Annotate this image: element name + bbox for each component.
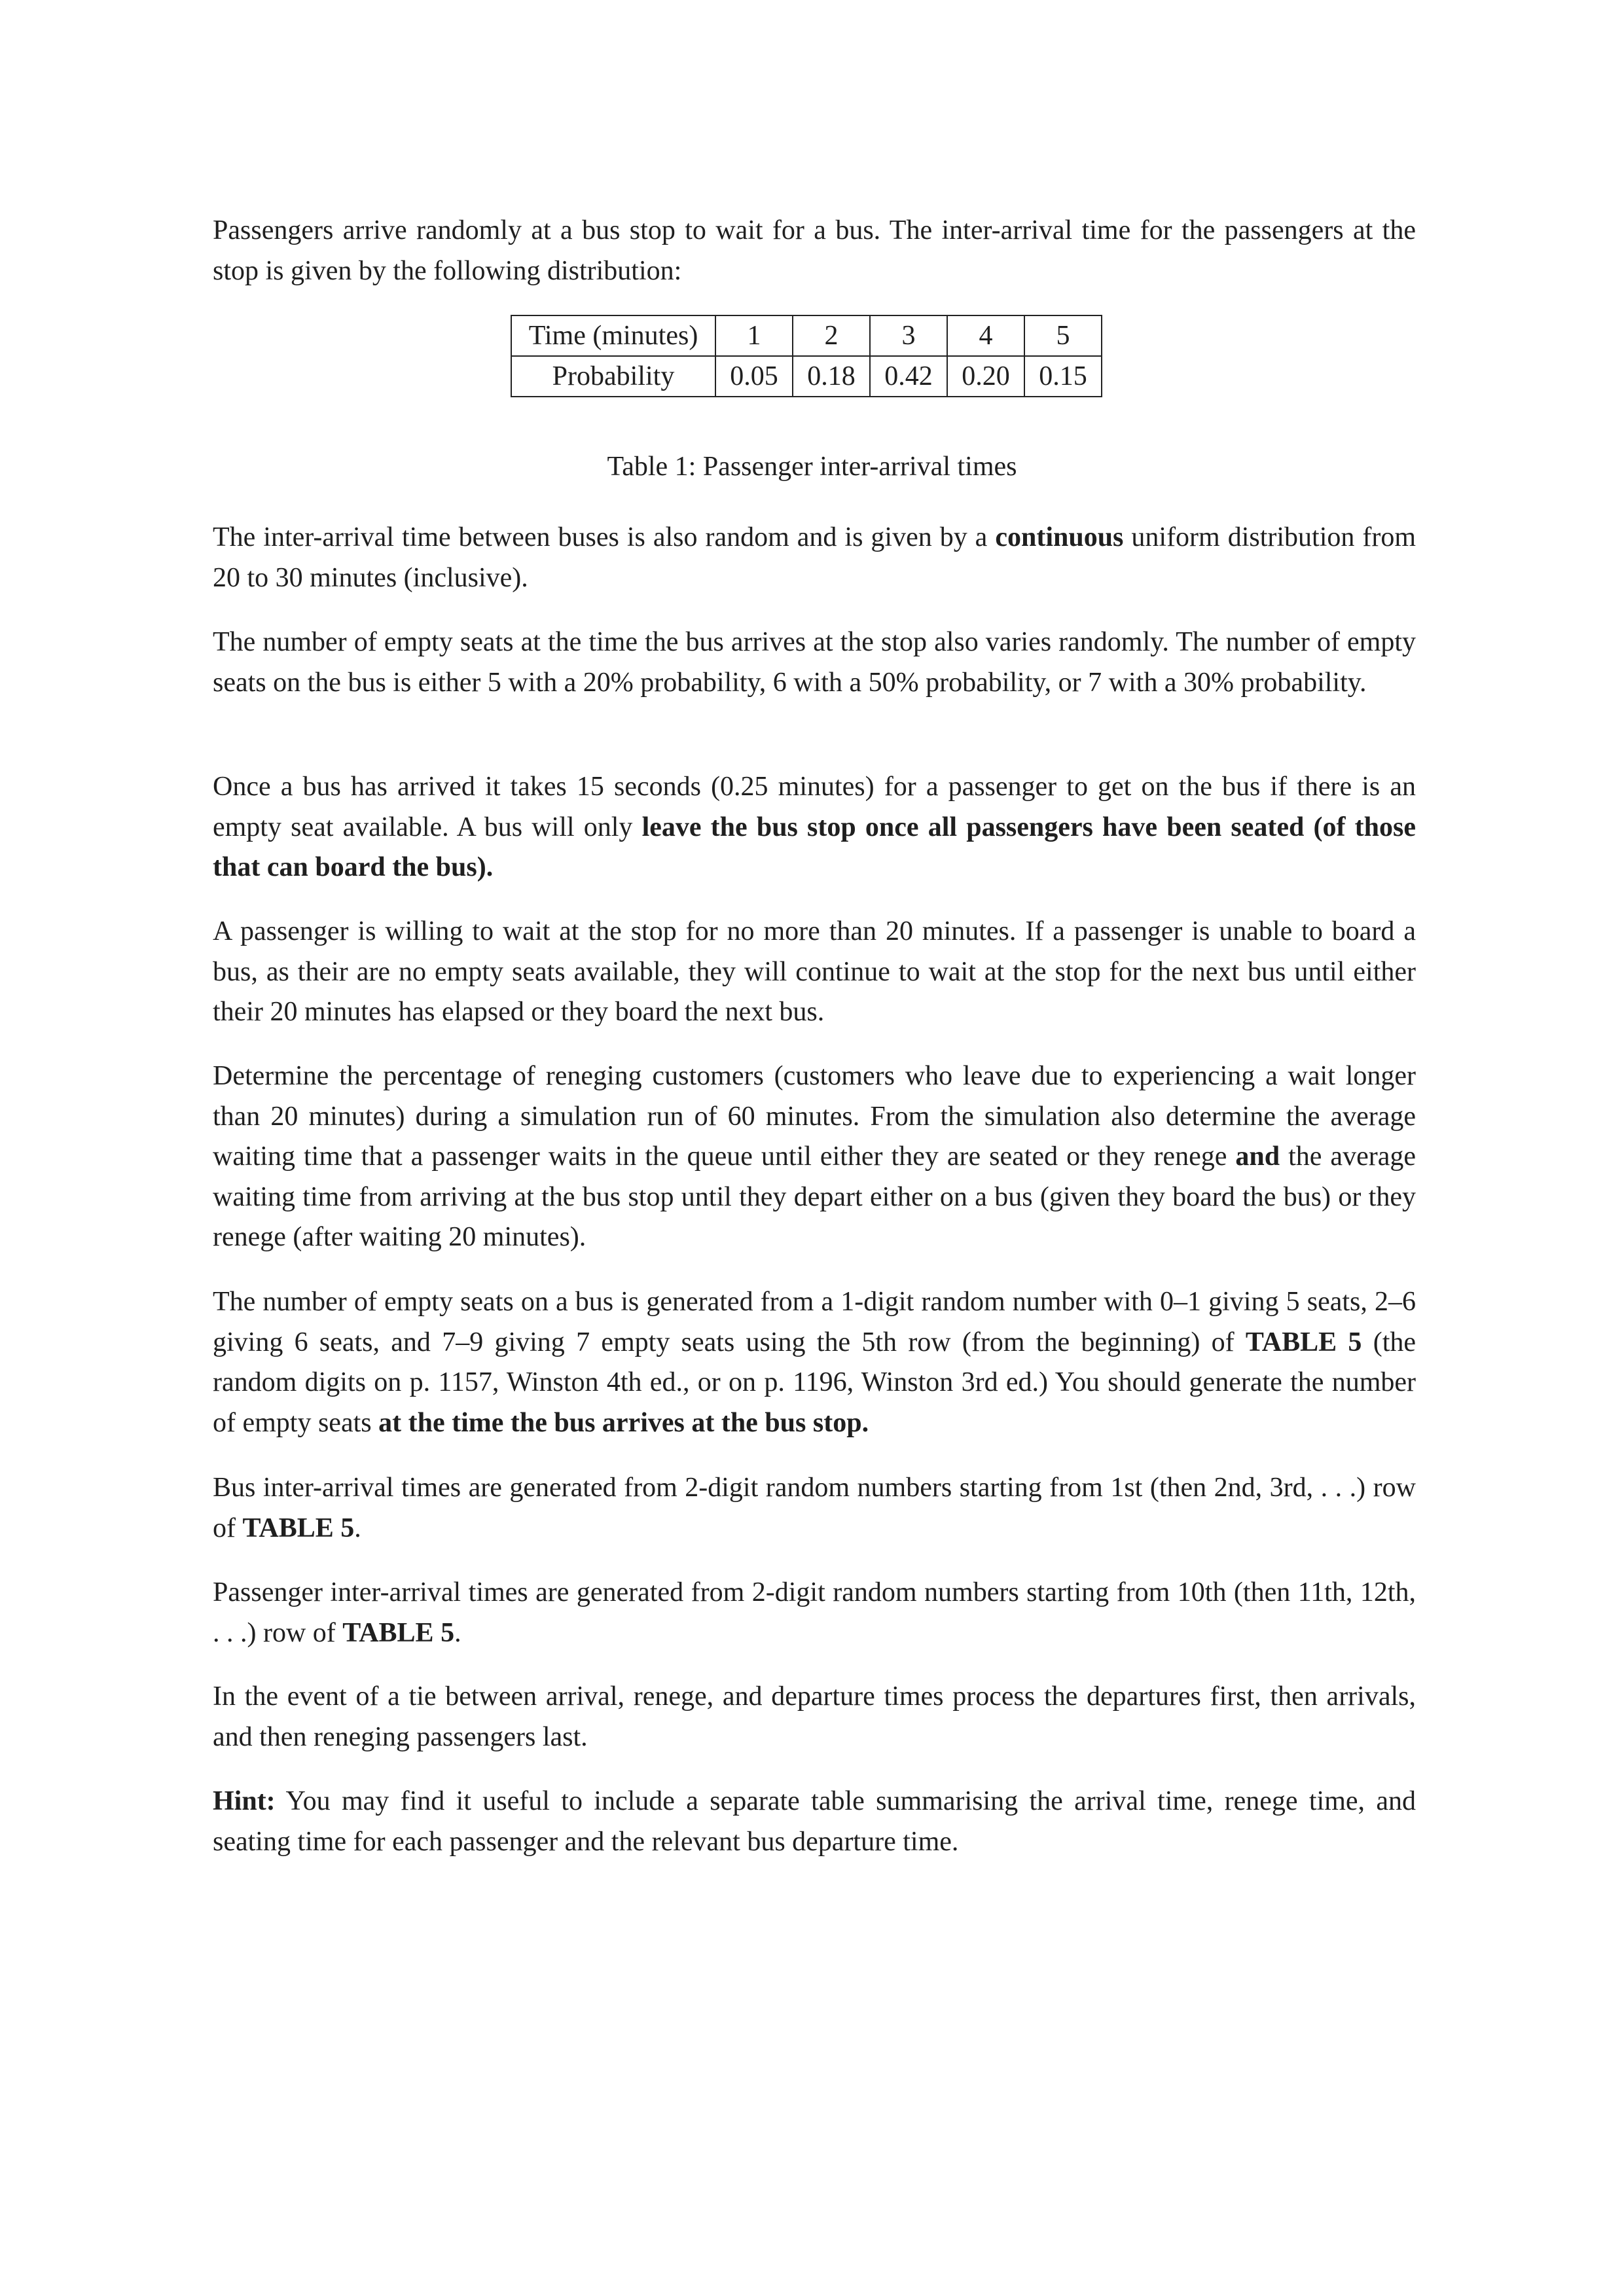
time-cell: 5	[1024, 315, 1102, 356]
table-caption: Table 1: Passenger inter-arrival times	[607, 452, 1017, 482]
probability-cell: 0.42	[870, 356, 947, 397]
boarding-paragraph: Once a bus has arrived it takes 15 seconds (0.25 minutes) for a passenger to get on the bus if there is an empty seat available. A bus will only leave the bus stop once all passengers have been seated (of those that can board the bus).	[213, 772, 1416, 882]
waiting-paragraph: A passenger is willing to wait at the stop for no more than 20 minutes. If a passenger is unable to board a bus, as their are no empty seats available, they will continue to wait at the stop for the next bus until either their 20 minutes has elapsed or they board the next bus.	[213, 916, 1416, 1027]
bus-interarrival-paragraph: The inter-arrival time between buses is also random and is given by a continuous uniform distribution from 20 to 30 minutes (inclusive).	[213, 522, 1416, 593]
probability-cell: 0.20	[947, 356, 1024, 397]
probability-cell: 0.05	[715, 356, 793, 397]
seat-generation-paragraph: The number of empty seats on a bus is generated from a 1-digit random number with 0–1 giving 5 seats, 2–6 giving 6 seats, and 7–9 giving 7 empty seats using the 5th row (from the beginning) of TABLE 5 (the random digits on p. 1157, Winston 4th ed., or on p. 1196, Winston 3rd ed.) You should generate the number of empty seats at the time the bus arrives at the bus stop.	[213, 1287, 1416, 1438]
time-cell: 3	[870, 315, 947, 356]
table-row	[511, 356, 1102, 397]
passenger-generation-paragraph: Passenger inter-arrival times are generated from 2-digit random numbers starting from 10th (then 11th, 12th, . . .) row of TABLE 5.	[213, 1577, 1416, 1648]
hint-paragraph: Hint: You may find it useful to include a separate table summarising the arrival time, renege time, and seating time for each passenger and the relevant bus departure time.	[213, 1786, 1416, 1857]
table-row	[511, 315, 1102, 356]
row-label-probability: Probability	[511, 356, 715, 397]
probability-cell: 0.15	[1024, 356, 1102, 397]
intro-paragraph: Passengers arrive randomly at a bus stop to wait for a bus. The inter-arrival time for the passengers at the stop is given by the following distribution:	[213, 215, 1416, 286]
empty-seats-paragraph: The number of empty seats at the time the bus arrives at the stop also varies randomly. The number of empty seats on the bus is either 5 with a 20% probability, 6 with a 50% probability, or 7 with a 30% probability.	[213, 627, 1416, 698]
time-cell: 4	[947, 315, 1024, 356]
time-cell: 2	[793, 315, 870, 356]
time-cell: 1	[715, 315, 793, 356]
probability-cell: 0.18	[793, 356, 870, 397]
bus-generation-paragraph: Bus inter-arrival times are generated from 2-digit random numbers starting from 1st (then 2nd, 3rd, . . .) row of TABLE 5.	[213, 1473, 1416, 1543]
determine-paragraph: Determine the percentage of reneging customers (customers who leave due to experiencing a wait longer than 20 minutes) during a simulation run of 60 minutes. From the simulation also determine the average waiting time that a passenger waits in the queue until either they are seated or they renege and the average waiting time from arriving at the bus stop until they depart either on a bus (given they board the bus) or they renege (after waiting 20 minutes).	[213, 1061, 1416, 1252]
row-label-time: Time (minutes)	[511, 315, 715, 356]
inter-arrival-distribution-table	[511, 315, 1102, 397]
tie-paragraph: In the event of a tie between arrival, renege, and departure times process the departures first, then arrivals, and then reneging passengers last.	[213, 1681, 1416, 1752]
